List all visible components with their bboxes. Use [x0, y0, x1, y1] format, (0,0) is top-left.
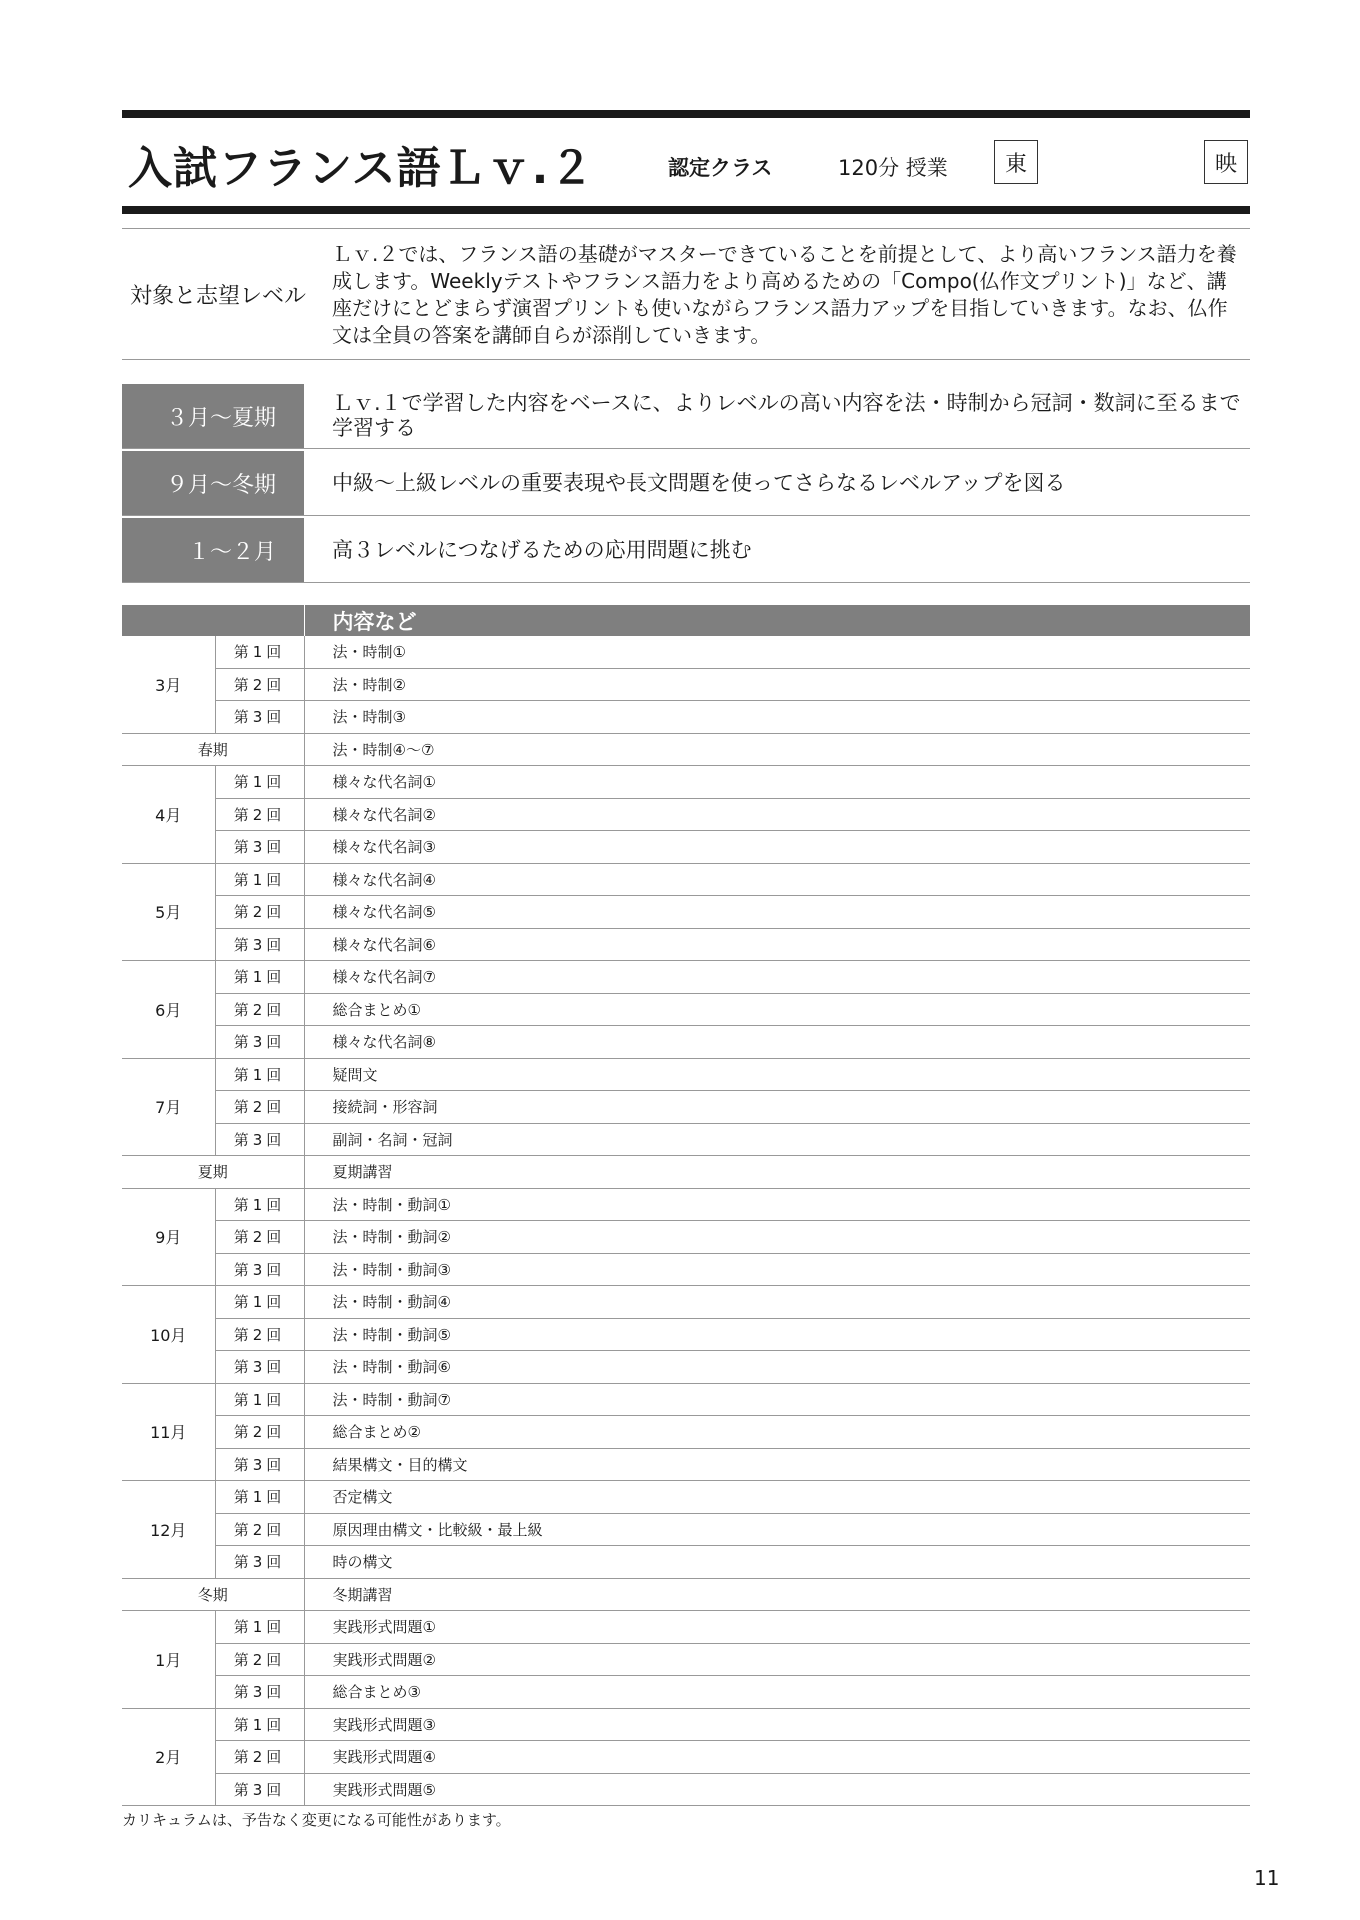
session-row — [122, 1383, 1250, 1416]
page-number: 11 — [1254, 1866, 1280, 1890]
session-label: 第1回 — [215, 636, 304, 668]
session-row — [122, 961, 1250, 994]
session-label: 第2回 — [215, 668, 304, 701]
session-topic: 様々な代名詞① — [304, 766, 1250, 799]
session-row — [122, 1123, 1250, 1156]
session-label: 第1回 — [215, 1383, 304, 1416]
session-label: 第3回 — [215, 1026, 304, 1059]
badge-eizo: 映 — [1204, 140, 1248, 184]
session-row — [122, 668, 1250, 701]
session-row — [122, 1091, 1250, 1124]
badge-east: 東 — [994, 140, 1038, 184]
period-overview — [122, 384, 1250, 583]
session-row — [122, 1058, 1250, 1091]
month-label: 7月 — [122, 1058, 215, 1156]
month-label: 1月 — [122, 1611, 215, 1709]
session-topic: 様々な代名詞③ — [304, 831, 1250, 864]
session-label: 第1回 — [215, 1286, 304, 1319]
session-row — [122, 1026, 1250, 1059]
session-topic: 法・時制・動詞⑤ — [304, 1318, 1250, 1351]
session-row — [122, 863, 1250, 896]
session-topic: 副詞・名詞・冠詞 — [304, 1123, 1250, 1156]
period-row — [122, 384, 1250, 449]
session-row — [122, 896, 1250, 929]
month-label: 11月 — [122, 1383, 215, 1481]
session-label: 第3回 — [215, 1253, 304, 1286]
session-label: 第2回 — [215, 993, 304, 1026]
session-row — [122, 1708, 1250, 1741]
session-label: 第1回 — [215, 766, 304, 799]
session-topic: 実践形式問題① — [304, 1611, 1250, 1644]
session-label: 第3回 — [215, 1773, 304, 1806]
session-label: 第2回 — [215, 1318, 304, 1351]
period-description: 高３レベルにつなげるための応用問題に挑む — [332, 537, 752, 562]
session-row — [122, 1481, 1250, 1514]
session-topic: 実践形式問題② — [304, 1643, 1250, 1676]
session-label: 第2回 — [215, 1513, 304, 1546]
session-topic: 接続詞・形容詞 — [304, 1091, 1250, 1124]
course-header — [122, 118, 1250, 206]
month-label: 3月 — [122, 636, 215, 733]
session-label: 第3回 — [215, 1546, 304, 1579]
session-row — [122, 1318, 1250, 1351]
session-row — [122, 1286, 1250, 1319]
period-label: ９月～冬期 — [122, 451, 304, 515]
curriculum-table — [122, 605, 1250, 1806]
break-topic: 夏期講習 — [304, 1156, 1250, 1189]
session-label: 第1回 — [215, 1611, 304, 1644]
session-row — [122, 1448, 1250, 1481]
session-row — [122, 1546, 1250, 1579]
curriculum-header-blank — [122, 605, 304, 636]
break-row — [122, 1578, 1250, 1611]
session-topic: 疑問文 — [304, 1058, 1250, 1091]
session-topic: 法・時制・動詞② — [304, 1221, 1250, 1254]
month-label: 10月 — [122, 1286, 215, 1384]
session-topic: 時の構文 — [304, 1546, 1250, 1579]
target-level-text: Ｌｖ.２では、フランス語の基礎がマスターできていることを前提として、より高いフランス語力を養成します。Weeklyテストやフランス語力をより高めるための「Compo(仏作文プリント)」など、講座だけにとどまらず演習プリントも使いながらフランス語力アップを目指していきます。なお、仏作文は全員の答案を講師自らが添削していきます。 — [332, 242, 1237, 347]
session-topic: 様々な代名詞④ — [304, 863, 1250, 896]
break-row — [122, 1156, 1250, 1189]
session-row — [122, 1643, 1250, 1676]
session-row — [122, 1416, 1250, 1449]
session-topic: 法・時制・動詞④ — [304, 1286, 1250, 1319]
session-label: 第2回 — [215, 1416, 304, 1449]
session-topic: 法・時制・動詞⑥ — [304, 1351, 1250, 1384]
session-row — [122, 1741, 1250, 1774]
session-label: 第3回 — [215, 701, 304, 734]
header-top-rule — [122, 110, 1250, 118]
session-topic: 実践形式問題⑤ — [304, 1773, 1250, 1806]
session-topic: 法・時制② — [304, 668, 1250, 701]
header-bottom-rule — [122, 206, 1250, 214]
session-label: 第3回 — [215, 1351, 304, 1384]
period-row — [122, 518, 1250, 583]
month-label: 9月 — [122, 1188, 215, 1286]
curriculum-body — [122, 636, 1250, 1806]
session-topic: 法・時制① — [304, 636, 1250, 668]
session-topic: 総合まとめ① — [304, 993, 1250, 1026]
session-row — [122, 766, 1250, 799]
session-topic: 法・時制・動詞③ — [304, 1253, 1250, 1286]
session-label: 第3回 — [215, 1123, 304, 1156]
period-description: Ｌｖ.１で学習した内容をベースに、よりレベルの高い内容を法・時制から冠詞・数詞に至るまで学習する — [332, 391, 1241, 440]
session-row — [122, 798, 1250, 831]
session-row — [122, 1676, 1250, 1709]
session-row — [122, 993, 1250, 1026]
session-row — [122, 1221, 1250, 1254]
month-label: 6月 — [122, 961, 215, 1059]
month-label: 5月 — [122, 863, 215, 961]
target-level-label: 対象と志望レベル — [130, 284, 307, 309]
session-label: 第3回 — [215, 928, 304, 961]
period-label: ３月～夏期 — [122, 384, 304, 448]
session-row — [122, 831, 1250, 864]
break-label: 冬期 — [122, 1578, 304, 1611]
period-label: １～２月 — [122, 518, 304, 582]
session-row — [122, 1773, 1250, 1806]
session-topic: 結果構文・目的構文 — [304, 1448, 1250, 1481]
curriculum-header-row — [122, 605, 1250, 636]
session-row — [122, 701, 1250, 734]
break-row — [122, 733, 1250, 766]
session-row — [122, 928, 1250, 961]
curriculum-header-content: 内容など — [304, 605, 1250, 636]
session-topic: 様々な代名詞⑦ — [304, 961, 1250, 994]
break-topic: 冬期講習 — [304, 1578, 1250, 1611]
session-label: 第3回 — [215, 1448, 304, 1481]
month-label: 4月 — [122, 766, 215, 864]
session-row — [122, 1253, 1250, 1286]
session-label: 第1回 — [215, 1188, 304, 1221]
session-topic: 様々な代名詞② — [304, 798, 1250, 831]
session-label: 第1回 — [215, 961, 304, 994]
session-topic: 総合まとめ③ — [304, 1676, 1250, 1709]
target-level-section — [122, 228, 1250, 360]
month-label: 12月 — [122, 1481, 215, 1579]
session-label: 第2回 — [215, 896, 304, 929]
month-label: 2月 — [122, 1708, 215, 1806]
session-label: 第1回 — [215, 1481, 304, 1514]
break-topic: 法・時制④～⑦ — [304, 733, 1250, 766]
period-row — [122, 451, 1250, 516]
session-topic: 法・時制③ — [304, 701, 1250, 734]
session-topic: 実践形式問題③ — [304, 1708, 1250, 1741]
session-topic: 原因理由構文・比較級・最上級 — [304, 1513, 1250, 1546]
period-description: 中級～上級レベルの重要表現や長文問題を使ってさらなるレベルアップを図る — [332, 470, 1066, 495]
session-label: 第2回 — [215, 1091, 304, 1124]
break-label: 夏期 — [122, 1156, 304, 1189]
session-row — [122, 636, 1250, 668]
session-label: 第2回 — [215, 798, 304, 831]
session-topic: 総合まとめ② — [304, 1416, 1250, 1449]
session-row — [122, 1611, 1250, 1644]
lesson-duration: 120分 授業 — [838, 156, 948, 180]
session-label: 第2回 — [215, 1221, 304, 1254]
session-label: 第2回 — [215, 1643, 304, 1676]
course-title: 入試フランス語Ｌｖ.２ — [128, 143, 595, 194]
class-type: 認定クラス — [668, 156, 773, 180]
session-label: 第1回 — [215, 1708, 304, 1741]
session-row — [122, 1351, 1250, 1384]
session-topic: 法・時制・動詞① — [304, 1188, 1250, 1221]
page — [122, 110, 1250, 1830]
session-row — [122, 1188, 1250, 1221]
session-topic: 法・時制・動詞⑦ — [304, 1383, 1250, 1416]
curriculum-note: カリキュラムは、予告なく変更になる可能性があります。 — [122, 1811, 511, 1829]
session-row — [122, 1513, 1250, 1546]
session-topic: 様々な代名詞⑤ — [304, 896, 1250, 929]
session-label: 第1回 — [215, 863, 304, 896]
session-label: 第3回 — [215, 1676, 304, 1709]
session-label: 第1回 — [215, 1058, 304, 1091]
session-topic: 様々な代名詞⑧ — [304, 1026, 1250, 1059]
session-topic: 実践形式問題④ — [304, 1741, 1250, 1774]
session-label: 第3回 — [215, 831, 304, 864]
session-topic: 様々な代名詞⑥ — [304, 928, 1250, 961]
break-label: 春期 — [122, 733, 304, 766]
session-topic: 否定構文 — [304, 1481, 1250, 1514]
session-label: 第2回 — [215, 1741, 304, 1774]
